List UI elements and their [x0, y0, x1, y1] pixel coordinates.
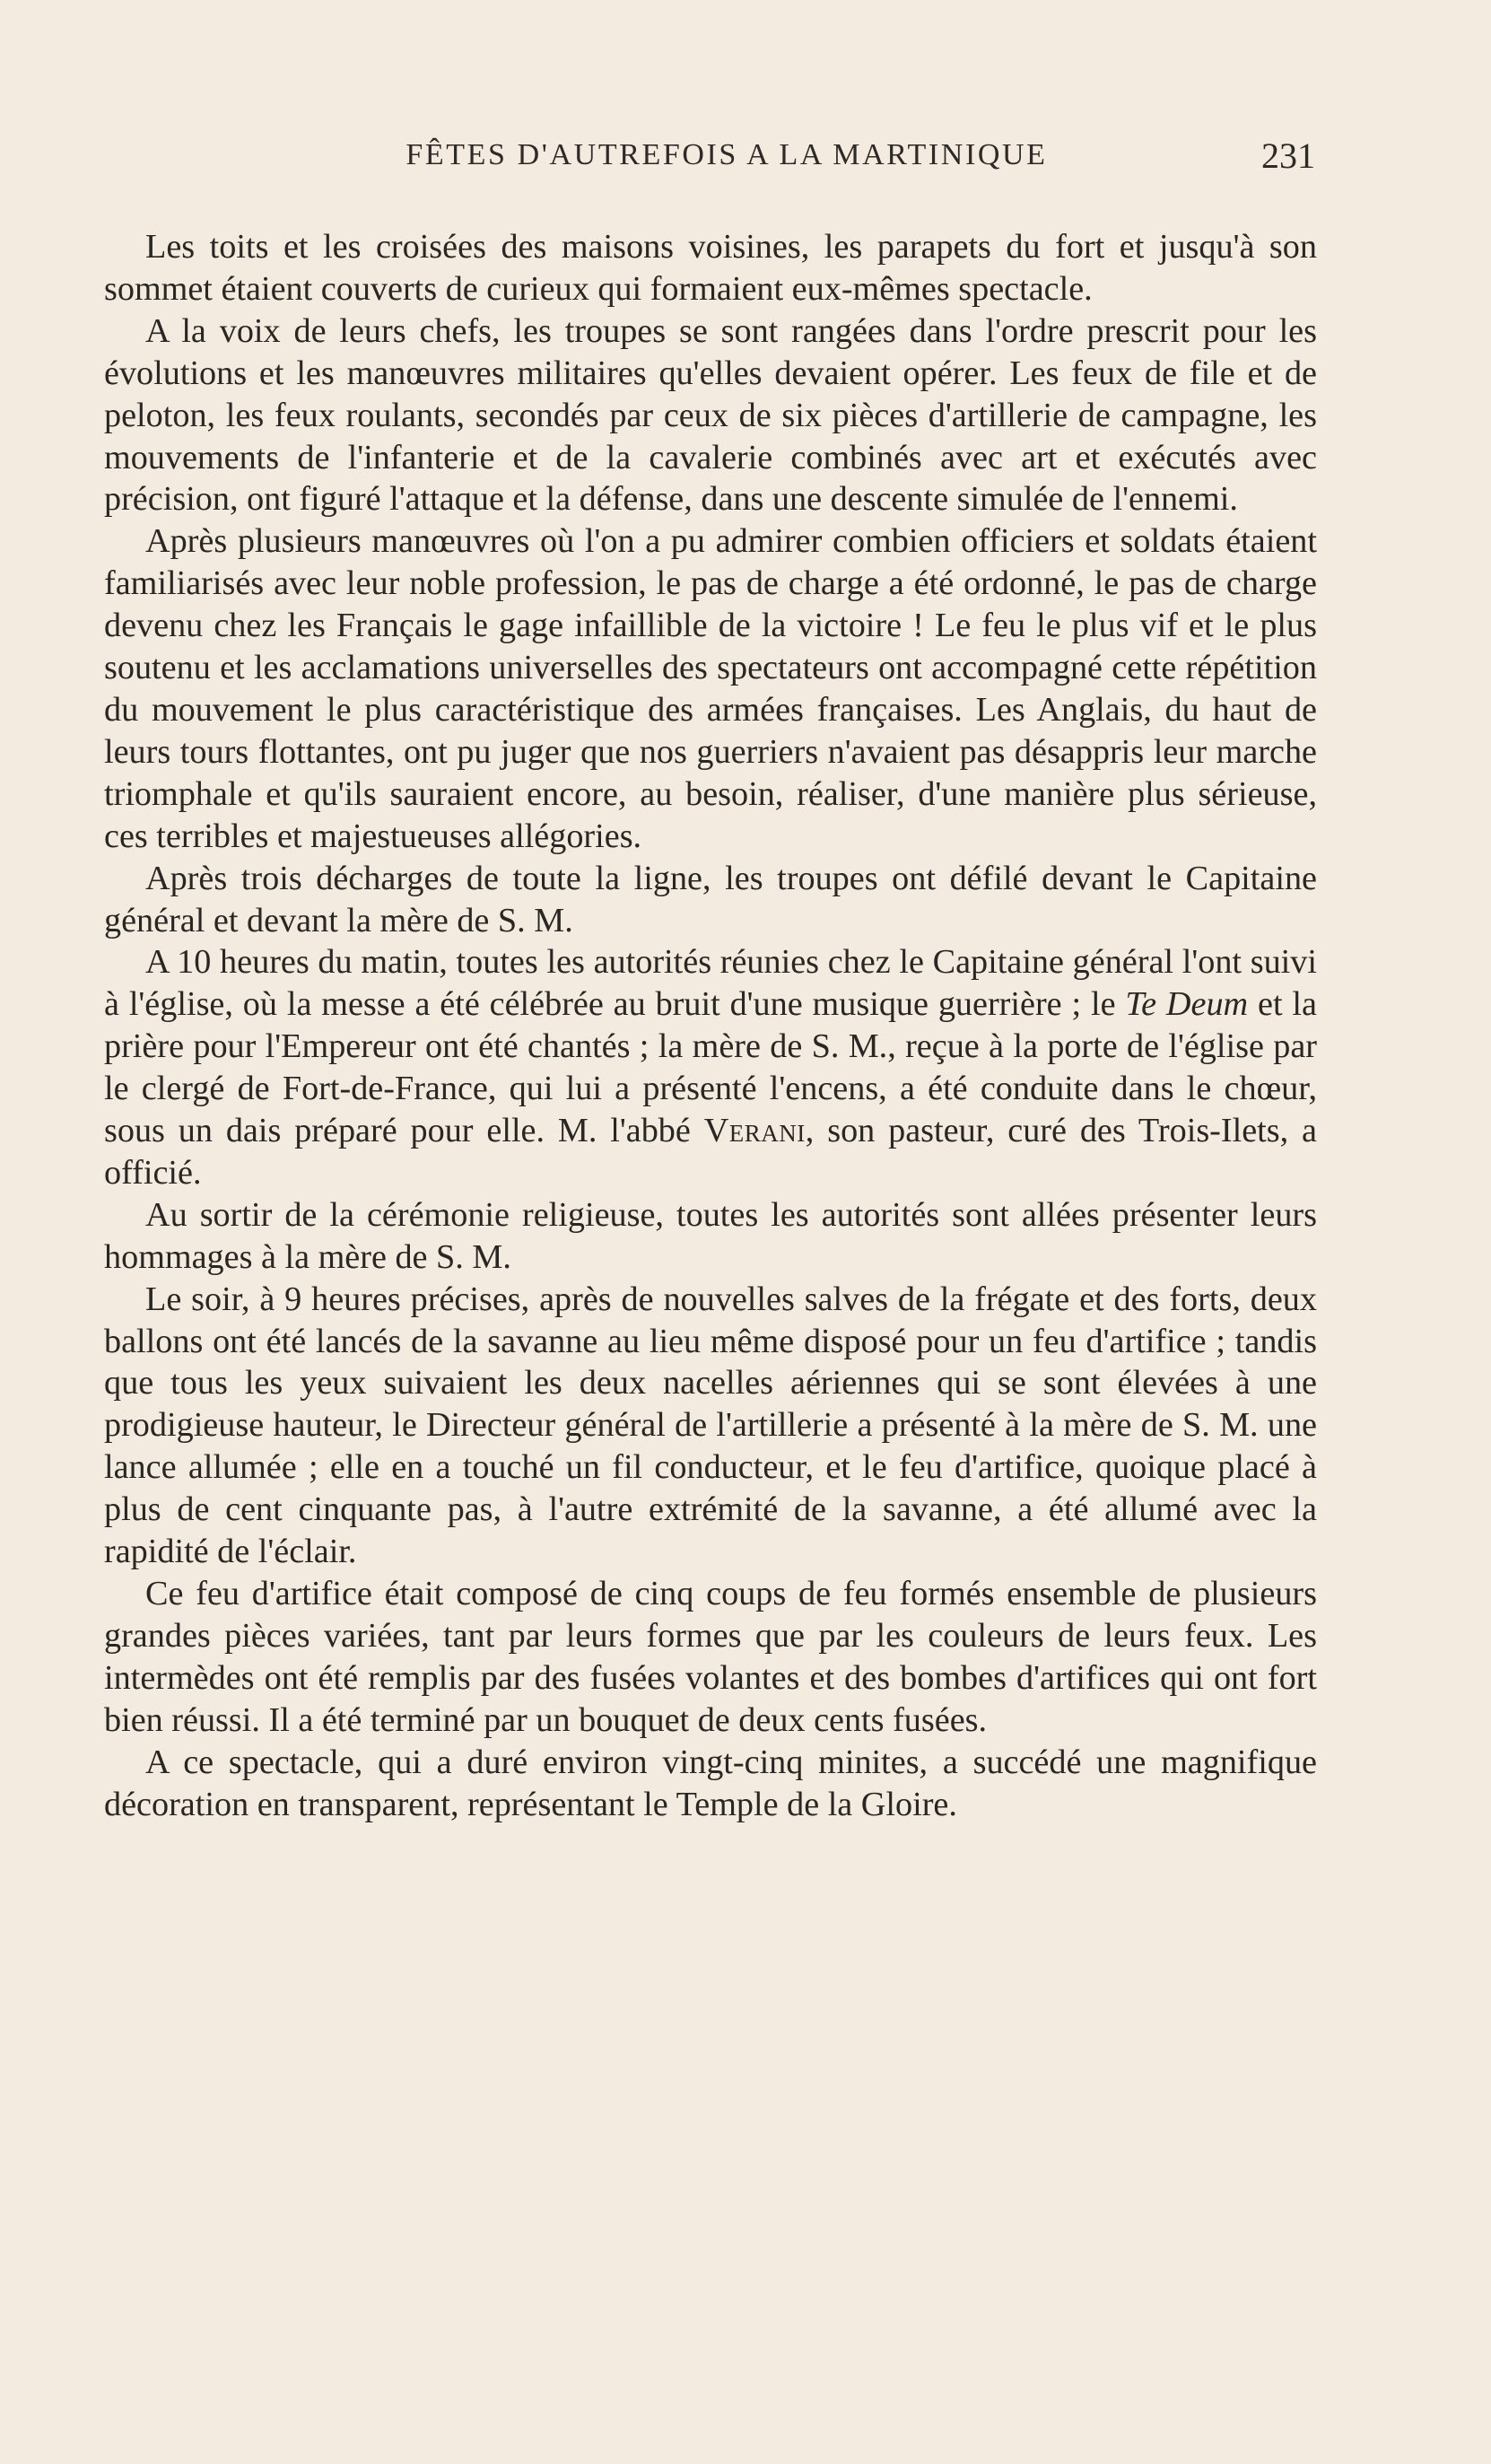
mass-text-middle: et la prière pour l'Empereur ont été chantés ; la mère de S. M., reçue à la porte de l'église par le clergé de Fort-de-France, qui lui a présenté l'encens, a été conduite dans le chœur, sous un dais préparé pour elle. M. l'abbé: [104, 985, 1317, 1150]
paragraph-spectators: Les toits et les croisées des maisons voisines, les parapets du fort et jusqu'à son sommet étaient couverts de curieux qui formaient eux-mêmes spectacle.: [104, 228, 1317, 308]
paragraph-homage: Au sortir de la cérémonie religieuse, toutes les autorités sont allées présenter leurs hommages à la mère de S. M.: [104, 1195, 1317, 1276]
page-number: 231: [1261, 135, 1315, 176]
paragraph-parade: Après trois décharges de toute la ligne, les troupes ont défilé devant le Capitaine général et devant la mère de S. M.: [104, 859, 1317, 939]
paragraph-temple: A ce spectacle, qui a duré environ vingt-cinq minites, a succédé une magnifique décoration en transparent, représentant le Temple de la Gloire.: [104, 1743, 1317, 1823]
mass-text-start: A 10 heures du matin, toutes les autorités réunies chez le Capitaine général l'ont suivi à l'église, où la messe a été célébrée au bruit d'une musique guerrière ; le: [104, 943, 1317, 1024]
mass-text-end: , son pasteur, curé des Trois-Ilets, a officié.: [104, 1112, 1317, 1192]
abbe-name: Verani: [703, 1112, 806, 1150]
running-title: FÊTES D'AUTREFOIS A LA MARTINIQUE: [405, 138, 1048, 171]
paragraph-fireworks: Ce feu d'artifice était composé de cinq coups de feu formés ensemble de plusieurs grandes pièces variées, tant par leurs formes que par les couleurs de leurs feux. Les intermèdes ont été remplis par des fusées volantes et des bombes d'artifices qui ont fort bien réussi. Il a été terminé par un bouquet de deux cents fusées.: [104, 1575, 1317, 1739]
running-header: [108, 135, 1319, 188]
paragraph-evening: Le soir, à 9 heures précises, après de nouvelles salves de la frégate et des forts, deux ballons ont été lancés de la savanne au lieu même disposé pour un feu d'artifice ; tandis que tous les yeux suivaient les deux nacelles aériennes qui se sont élevées à une prodigieuse hauteur, le Directeur général de l'artillerie a présenté à la mère de S. M. une lance allumée ; elle en a touché un fil conducteur, et le feu d'artifice, quoique placé à plus de cent cinquante pas, à l'autre extrémité de la savanne, a été allumé avec la rapidité de l'éclair.: [104, 1280, 1317, 1571]
body-text: [104, 226, 1317, 1825]
paragraph-maneuvers: A la voix de leurs chefs, les troupes se sont rangées dans l'ordre prescrit pour les évolutions et les manœuvres militaires qu'elles devaient opérer. Les feux de file et de peloton, les feux roulants, secondés par ceux de six pièces d'artillerie de campagne, les mouvements de l'infanterie et de la cavalerie combinés avec art et exécutés avec précision, ont figuré l'attaque et la défense, dans une descente simulée de l'ennemi.: [104, 311, 1317, 519]
te-deum-italic: Te Deum: [1125, 985, 1249, 1024]
paragraph-charge: Après plusieurs manœuvres où l'on a pu admirer combien officiers et soldats étaient familiarisés avec leur noble profession, le pas de charge a été ordonné, le pas de charge devenu chez les Français le gage infaillible de la victoire ! Le feu le plus vif et le plus soutenu et les acclamations universelles des spectateurs ont accompagné cette répétition du mouvement le plus caractéristique des armées françaises. Les Anglais, du haut de leurs tours flottantes, ont pu juger que nos guerriers n'avaient pas désappris leur marche triomphale et qu'ils sauraient encore, au besoin, réaliser, d'une manière plus sérieuse, ces terribles et majestueuses allégories.: [104, 522, 1317, 855]
paragraph-mass: [104, 941, 1317, 1193]
